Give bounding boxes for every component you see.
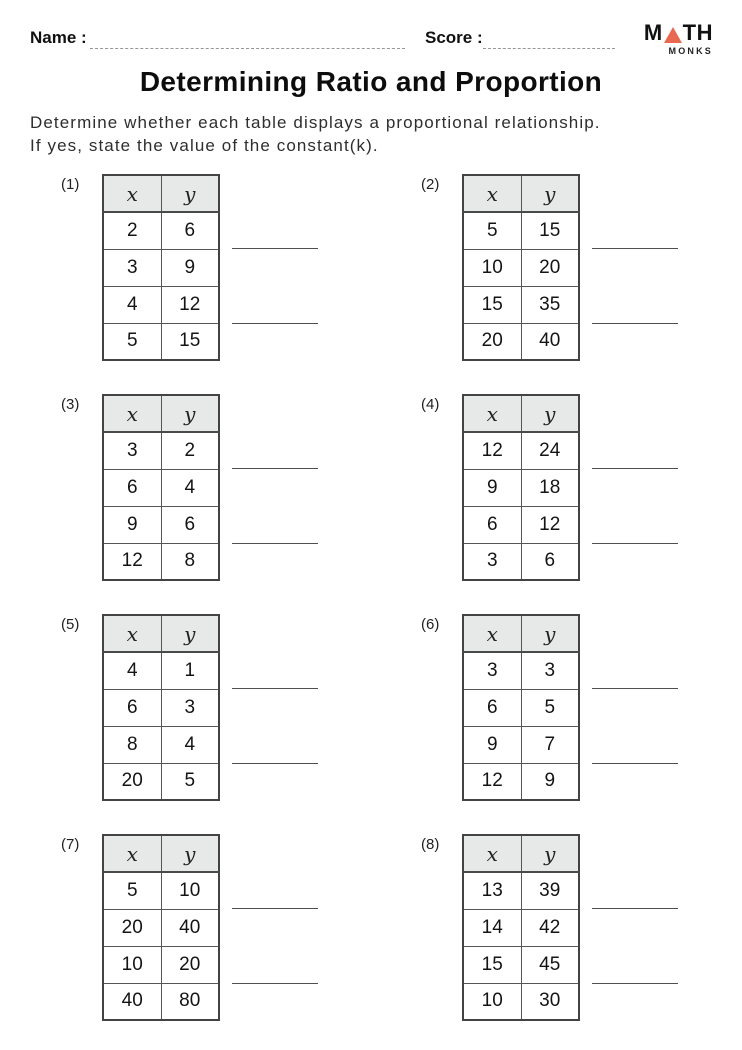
- answer-line-2[interactable]: [232, 763, 318, 764]
- table-row: [463, 469, 579, 506]
- answer-line-1[interactable]: [592, 248, 678, 249]
- xy-table: [102, 834, 220, 1021]
- cell-x: 12: [463, 763, 521, 800]
- name-fill-line[interactable]: [90, 32, 405, 49]
- problem-number: (6): [421, 616, 440, 633]
- cell-x: 40: [103, 983, 161, 1020]
- cell-y: 30: [521, 983, 579, 1020]
- cell-y: 3: [521, 652, 579, 689]
- col-header-x: x: [463, 175, 521, 212]
- cell-y: 9: [521, 763, 579, 800]
- cell-x: 3: [463, 543, 521, 580]
- cell-x: 5: [103, 323, 161, 360]
- xy-table: [102, 394, 220, 581]
- answer-line-1[interactable]: [232, 248, 318, 249]
- cell-y: 20: [521, 249, 579, 286]
- cell-y: 18: [521, 469, 579, 506]
- cell-y: 2: [161, 432, 219, 469]
- xy-table: [102, 614, 220, 801]
- cell-x: 15: [463, 946, 521, 983]
- cell-y: 12: [521, 506, 579, 543]
- col-header-y: y: [161, 175, 219, 212]
- xy-table: [462, 394, 580, 581]
- cell-y: 15: [161, 323, 219, 360]
- cell-y: 5: [161, 763, 219, 800]
- cell-y: 12: [161, 286, 219, 323]
- col-header-y: y: [161, 615, 219, 652]
- table-row: [103, 689, 219, 726]
- answer-line-1[interactable]: [232, 688, 318, 689]
- instructions-line-1: Determine whether each table displays a proportional relationship.: [30, 113, 601, 132]
- cell-x: 9: [103, 506, 161, 543]
- cell-x: 13: [463, 872, 521, 909]
- cell-y: 10: [161, 872, 219, 909]
- xy-table: [102, 174, 220, 361]
- col-header-x: x: [463, 835, 521, 872]
- cell-x: 4: [103, 652, 161, 689]
- cell-x: 3: [463, 652, 521, 689]
- cell-x: 3: [103, 249, 161, 286]
- cell-y: 24: [521, 432, 579, 469]
- table-row: [463, 212, 579, 249]
- cell-x: 20: [463, 323, 521, 360]
- col-header-x: x: [103, 175, 161, 212]
- cell-x: 2: [103, 212, 161, 249]
- instructions: [30, 111, 601, 157]
- col-header-y: y: [161, 835, 219, 872]
- cell-y: 42: [521, 909, 579, 946]
- cell-x: 6: [103, 469, 161, 506]
- col-header-x: x: [463, 395, 521, 432]
- cell-x: 9: [463, 726, 521, 763]
- cell-y: 4: [161, 469, 219, 506]
- cell-x: 15: [463, 286, 521, 323]
- problem-number: (5): [61, 616, 80, 633]
- table-row: [103, 763, 219, 800]
- table-row: [463, 323, 579, 360]
- score-fill-line[interactable]: [483, 32, 615, 49]
- cell-y: 40: [161, 909, 219, 946]
- answer-line-1[interactable]: [232, 908, 318, 909]
- logo-subtext: MONKS: [668, 46, 713, 56]
- problem-number: (8): [421, 836, 440, 853]
- cell-x: 20: [103, 763, 161, 800]
- table-row: [103, 652, 219, 689]
- table-row: [463, 543, 579, 580]
- table-row: [103, 323, 219, 360]
- cell-y: 4: [161, 726, 219, 763]
- cell-x: 14: [463, 909, 521, 946]
- triangle-icon: [664, 27, 682, 43]
- answer-line-1[interactable]: [232, 468, 318, 469]
- table-row: [103, 543, 219, 580]
- col-header-x: x: [463, 615, 521, 652]
- cell-y: 45: [521, 946, 579, 983]
- table-row: [463, 652, 579, 689]
- table-row: [463, 286, 579, 323]
- col-header-y: y: [521, 395, 579, 432]
- cell-y: 39: [521, 872, 579, 909]
- cell-x: 3: [103, 432, 161, 469]
- problem-number: (7): [61, 836, 80, 853]
- table-row: [463, 432, 579, 469]
- cell-x: 6: [103, 689, 161, 726]
- xy-table: [462, 834, 580, 1021]
- cell-y: 8: [161, 543, 219, 580]
- table-row: [103, 249, 219, 286]
- problem-number: (2): [421, 176, 440, 193]
- col-header-x: x: [103, 835, 161, 872]
- math-monks-logo: [644, 22, 713, 56]
- col-header-y: y: [521, 835, 579, 872]
- answer-line-2[interactable]: [232, 323, 318, 324]
- cell-x: 6: [463, 689, 521, 726]
- answer-line-1[interactable]: [592, 688, 678, 689]
- cell-y: 7: [521, 726, 579, 763]
- instructions-line-2: If yes, state the value of the constant(k).: [30, 136, 379, 155]
- cell-x: 9: [463, 469, 521, 506]
- table-row: [463, 689, 579, 726]
- xy-table: [462, 174, 580, 361]
- table-row: [463, 909, 579, 946]
- cell-x: 20: [103, 909, 161, 946]
- cell-x: 4: [103, 286, 161, 323]
- table-row: [463, 249, 579, 286]
- answer-line-2[interactable]: [232, 983, 318, 984]
- logo-text-right: TH: [682, 20, 713, 45]
- name-label: Name :: [30, 28, 87, 47]
- table-row: [463, 983, 579, 1020]
- cell-x: 5: [463, 212, 521, 249]
- answer-line-1[interactable]: [592, 908, 678, 909]
- cell-y: 3: [161, 689, 219, 726]
- table-row: [103, 212, 219, 249]
- cell-y: 80: [161, 983, 219, 1020]
- answer-line-2[interactable]: [232, 543, 318, 544]
- cell-y: 9: [161, 249, 219, 286]
- answer-line-2[interactable]: [592, 323, 678, 324]
- problem-number: (4): [421, 396, 440, 413]
- cell-x: 5: [103, 872, 161, 909]
- cell-y: 6: [161, 212, 219, 249]
- cell-x: 12: [463, 432, 521, 469]
- cell-x: 10: [463, 983, 521, 1020]
- cell-y: 40: [521, 323, 579, 360]
- answer-line-2[interactable]: [592, 983, 678, 984]
- table-row: [103, 286, 219, 323]
- xy-table: [462, 614, 580, 801]
- table-row: [463, 726, 579, 763]
- table-row: [103, 946, 219, 983]
- score-label: Score :: [425, 28, 483, 47]
- answer-line-1[interactable]: [592, 468, 678, 469]
- col-header-x: x: [103, 615, 161, 652]
- col-header-y: y: [521, 175, 579, 212]
- table-row: [463, 946, 579, 983]
- col-header-y: y: [521, 615, 579, 652]
- table-row: [103, 909, 219, 946]
- logo-wordmark: [644, 22, 713, 44]
- problem-number: (3): [61, 396, 80, 413]
- cell-y: 35: [521, 286, 579, 323]
- answer-line-2[interactable]: [592, 763, 678, 764]
- answer-line-2[interactable]: [592, 543, 678, 544]
- cell-y: 5: [521, 689, 579, 726]
- cell-x: 8: [103, 726, 161, 763]
- problem-number: (1): [61, 176, 80, 193]
- table-row: [463, 872, 579, 909]
- page-title: Determining Ratio and Proportion: [139, 66, 603, 97]
- table-row: [103, 469, 219, 506]
- table-row: [103, 726, 219, 763]
- cell-x: 12: [103, 543, 161, 580]
- logo-text-left: M: [643, 20, 663, 45]
- col-header-x: x: [103, 395, 161, 432]
- table-row: [463, 506, 579, 543]
- table-row: [103, 983, 219, 1020]
- table-row: [103, 432, 219, 469]
- table-row: [103, 506, 219, 543]
- cell-y: 6: [161, 506, 219, 543]
- cell-y: 1: [161, 652, 219, 689]
- cell-x: 10: [463, 249, 521, 286]
- cell-x: 10: [103, 946, 161, 983]
- cell-y: 6: [521, 543, 579, 580]
- cell-x: 6: [463, 506, 521, 543]
- cell-y: 20: [161, 946, 219, 983]
- table-row: [463, 763, 579, 800]
- cell-y: 15: [521, 212, 579, 249]
- col-header-y: y: [161, 395, 219, 432]
- table-row: [103, 872, 219, 909]
